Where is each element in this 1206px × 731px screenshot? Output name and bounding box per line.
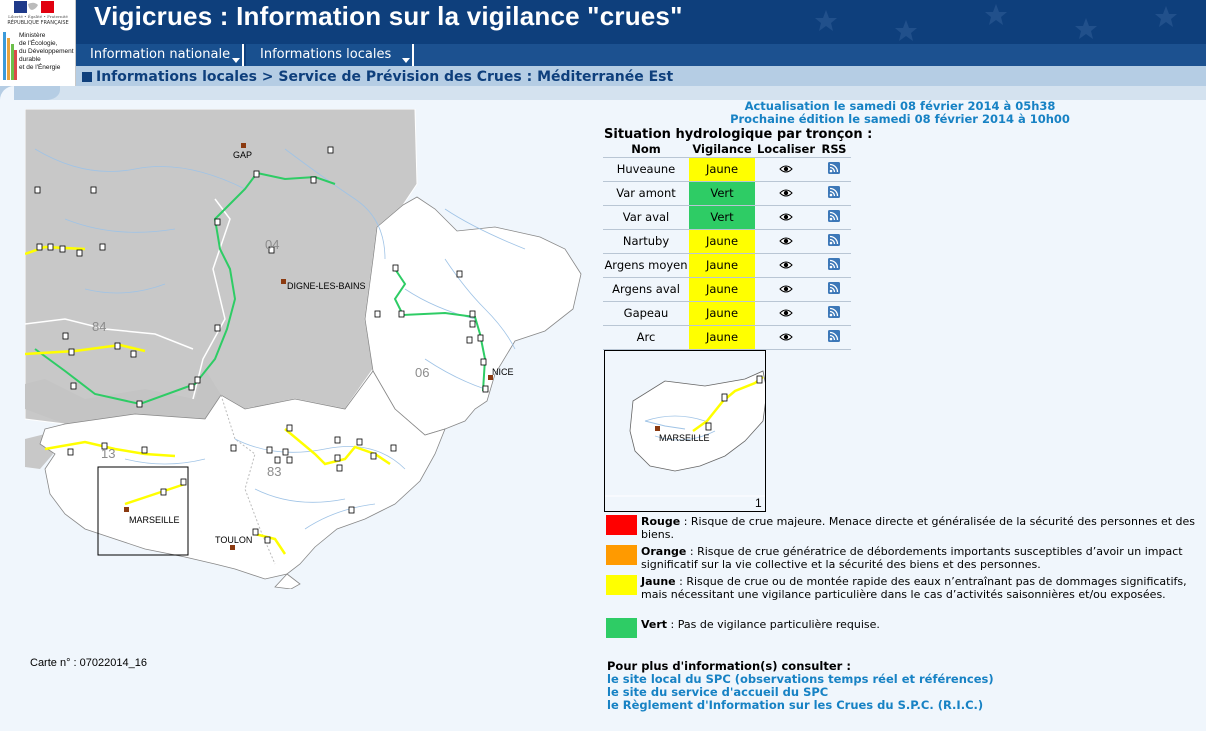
rss-cell: [817, 229, 851, 253]
localiser-cell: [755, 181, 817, 205]
table-row: [603, 301, 851, 325]
dept-84-label: 84: [92, 319, 107, 334]
chevron-down-icon: [232, 58, 240, 63]
more-info: [607, 660, 994, 712]
eye-icon[interactable]: [779, 309, 793, 317]
logo-republique: RÉPUBLIQUE FRANÇAISE: [7, 20, 69, 26]
table-row: [603, 229, 851, 253]
eye-icon[interactable]: [779, 261, 793, 269]
localiser-cell: [755, 253, 817, 277]
link-reglement-ric[interactable]: le Règlement d'Information sur les Crues du S.P.C. (R.I.C.): [607, 698, 984, 712]
update-info: [700, 100, 1100, 126]
square-bullet-icon: [82, 72, 92, 82]
breadcrumb: Informations locales > Service de Prévision des Crues : Méditerranée Est: [76, 66, 1206, 90]
legend-jaune: Jaune : Risque de crue ou de montée rapide des eaux n’entraînant pas de dommages significatifs, mais nécessitant une vigilance particulière dans le cas d’activités saisonnières et/ou exposées.: [606, 575, 1198, 601]
troncon-name: Nartuby: [603, 229, 689, 253]
localiser-cell: [755, 205, 817, 229]
table-row: [603, 253, 851, 277]
table-row: [603, 277, 851, 301]
ministry-name: Ministère de l'Écologie, du Développement durable et de l'Énergie: [19, 32, 74, 71]
troncon-name: Arc: [603, 325, 689, 349]
eye-icon[interactable]: [779, 237, 793, 245]
map-number: Carte n° : 07022014_16: [30, 657, 147, 669]
link-site-service-accueil[interactable]: le site du service d'accueil du SPC: [607, 685, 829, 699]
localiser-cell: [755, 277, 817, 301]
vigilance-level: Jaune: [689, 157, 755, 181]
rss-icon[interactable]: [828, 258, 840, 270]
legend-rouge: Rouge : Risque de crue majeure. Menace directe et généralisée de la sécurité des personnes et des biens.: [606, 515, 1198, 541]
legend-swatch-jaune: [606, 575, 637, 595]
troncon-name: Huveaune: [603, 157, 689, 181]
dept-83-label: 83: [267, 464, 282, 479]
localiser-cell: [755, 301, 817, 325]
eye-icon[interactable]: [779, 285, 793, 293]
rss-icon[interactable]: [828, 330, 840, 342]
vigilance-level: Jaune: [689, 229, 755, 253]
col-rss: RSS: [821, 142, 847, 157]
inset-number: 1: [755, 496, 762, 510]
breadcrumb-root-link[interactable]: Informations locales: [96, 69, 257, 85]
main-nav: [76, 44, 1206, 66]
troncon-name: Argens moyen: [603, 253, 689, 277]
inset-map[interactable]: [604, 350, 766, 512]
page-title: Vigicrues : Information sur la vigilance "crues": [94, 1, 683, 31]
col-nom: Nom: [631, 142, 661, 157]
actualisation-text: Actualisation le samedi 08 février 2014 à 05h38: [744, 99, 1056, 113]
rss-cell: [817, 181, 851, 205]
localiser-cell: [755, 229, 817, 253]
republique-francaise-logo: [0, 0, 76, 86]
dept-13-label: 13: [101, 446, 116, 461]
legend-orange: Orange : Risque de crue génératrice de débordements importants susceptibles d’avoir un impact significatif sur la vie collective et la sécurité des biens et des personnes.: [606, 545, 1198, 571]
localiser-cell: [755, 157, 817, 181]
vigilance-level: Vert: [689, 205, 755, 229]
troncon-name: Var aval: [603, 205, 689, 229]
rss-cell: [817, 325, 851, 349]
legend-swatch-orange: [606, 545, 637, 565]
rss-cell: [817, 277, 851, 301]
vigilance-level: Vert: [689, 181, 755, 205]
situation-title: Situation hydrologique par tronçon :: [604, 127, 873, 142]
troncon-name: Gapeau: [603, 301, 689, 325]
eye-icon[interactable]: [779, 165, 793, 173]
troncon-name: Argens aval: [603, 277, 689, 301]
rss-icon[interactable]: [828, 234, 840, 246]
vigilance-level: Jaune: [689, 253, 755, 277]
ministry-color-bars-icon: [3, 30, 17, 82]
eye-icon[interactable]: [779, 189, 793, 197]
europe-stars-decoration: [786, 0, 1206, 44]
city-nice: NICE: [492, 367, 514, 377]
nav-informations-locales[interactable]: Informations locales: [246, 44, 414, 66]
city-gap: GAP: [233, 150, 253, 160]
vigilance-level: Jaune: [689, 277, 755, 301]
city-digne: DIGNE-LES-BAINS: [287, 281, 366, 291]
rss-cell: [817, 205, 851, 229]
legend-vert: Vert : Pas de vigilance particulière requise.: [606, 618, 1198, 631]
legend-swatch-rouge: [606, 515, 637, 535]
table-row: [603, 325, 851, 349]
table-row: [603, 157, 851, 181]
dept-06-label: 06: [415, 365, 430, 380]
vigilance-level: Jaune: [689, 301, 755, 325]
nav-information-nationale[interactable]: Information nationale: [76, 44, 244, 66]
link-site-local-spc[interactable]: le site local du SPC (observations temps réel et références): [607, 672, 994, 686]
troncon-table: [603, 143, 851, 350]
rss-cell: [817, 157, 851, 181]
vigilance-map[interactable]: [25, 109, 585, 589]
prochaine-edition-text: Prochaine édition le samedi 08 février 2014 à 10h00: [730, 112, 1070, 126]
table-row: [603, 205, 851, 229]
logo-motto: Liberté • Égalité • Fraternité: [8, 14, 68, 19]
rss-cell: [817, 301, 851, 325]
rss-cell: [817, 253, 851, 277]
city-toulon: TOULON: [215, 535, 253, 545]
col-vigilance: Vigilance: [692, 142, 752, 157]
breadcrumb-current: Service de Prévision des Crues : Méditerranée Est: [278, 69, 674, 85]
city-marseille: MARSEILLE: [129, 515, 180, 525]
eye-icon[interactable]: [779, 213, 793, 221]
troncon-name: Var amont: [603, 181, 689, 205]
rss-icon[interactable]: [828, 186, 840, 198]
chevron-down-icon: [402, 58, 410, 63]
site-header: [0, 0, 1206, 44]
table-row: [603, 181, 851, 205]
inset-city-marseille: MARSEILLE: [659, 433, 710, 443]
dept-04-label: 04: [265, 237, 280, 252]
eye-icon[interactable]: [779, 333, 793, 341]
vigilance-level: Jaune: [689, 325, 755, 349]
localiser-cell: [755, 325, 817, 349]
rss-icon[interactable]: [828, 162, 840, 174]
more-info-heading: Pour plus d'information(s) consulter :: [607, 659, 851, 673]
rss-icon[interactable]: [828, 210, 840, 222]
col-localiser: Localiser: [756, 142, 815, 157]
rss-icon[interactable]: [828, 306, 840, 318]
legend-swatch-vert: [606, 618, 637, 638]
rss-icon[interactable]: [828, 282, 840, 294]
